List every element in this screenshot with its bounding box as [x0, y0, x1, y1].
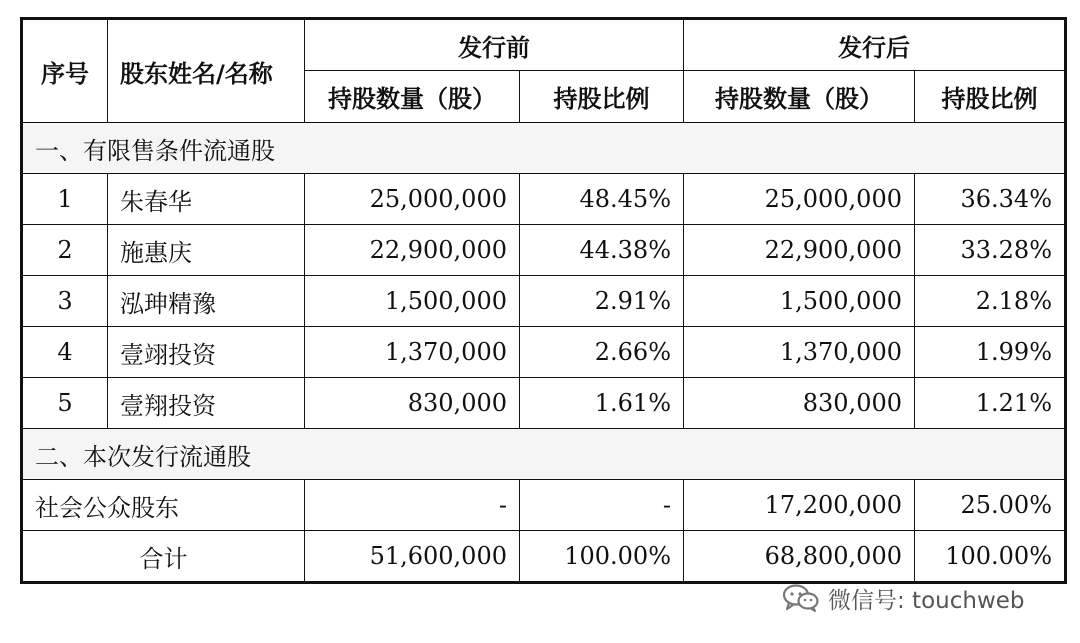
cell-before-shares: - — [305, 480, 520, 531]
cell-seq: 2 — [22, 225, 108, 276]
header-before-shares: 持股数量（股） — [305, 71, 520, 123]
table-row — [22, 276, 1066, 327]
cell-seq: 5 — [22, 378, 108, 429]
cell-name: 壹翊投资 — [108, 327, 305, 378]
cell-before-ratio: 1.61% — [520, 378, 684, 429]
cell-before-ratio: 2.91% — [520, 276, 684, 327]
header-after: 发行后 — [684, 19, 1066, 71]
wechat-icon — [782, 583, 820, 613]
cell-after-shares: 22,900,000 — [684, 225, 915, 276]
cell-before-ratio: 2.66% — [520, 327, 684, 378]
section-row — [22, 429, 1066, 480]
total-label: 合计 — [22, 531, 305, 583]
cell-name: 施惠庆 — [108, 225, 305, 276]
header-seq: 序号 — [22, 19, 108, 123]
header-after-ratio: 持股比例 — [915, 71, 1066, 123]
cell-name: 壹翔投资 — [108, 378, 305, 429]
cell-after-shares: 830,000 — [684, 378, 915, 429]
header-holder-name: 股东姓名/名称 — [108, 19, 305, 123]
cell-after-ratio: 33.28% — [915, 225, 1066, 276]
header-row-1 — [22, 19, 1066, 71]
section-title: 一、有限售条件流通股 — [22, 123, 1066, 174]
cell-name: 泓珅精豫 — [108, 276, 305, 327]
table-row — [22, 327, 1066, 378]
cell-before-ratio: - — [520, 480, 684, 531]
total-after-shares: 68,800,000 — [684, 531, 915, 583]
cell-after-ratio: 25.00% — [915, 480, 1066, 531]
cell-seq: 1 — [22, 174, 108, 225]
total-row — [22, 531, 1066, 583]
cell-after-shares: 1,370,000 — [684, 327, 915, 378]
cell-after-shares: 17,200,000 — [684, 480, 915, 531]
section-title: 二、本次发行流通股 — [22, 429, 1066, 480]
header-before-ratio: 持股比例 — [520, 71, 684, 123]
cell-name: 朱春华 — [108, 174, 305, 225]
table-row — [22, 480, 1066, 531]
cell-after-shares: 25,000,000 — [684, 174, 915, 225]
cell-before-shares: 830,000 — [305, 378, 520, 429]
cell-after-ratio: 1.21% — [915, 378, 1066, 429]
cell-before-shares: 22,900,000 — [305, 225, 520, 276]
table-row — [22, 378, 1066, 429]
cell-after-ratio: 1.99% — [915, 327, 1066, 378]
table-row — [22, 174, 1066, 225]
cell-seq: 4 — [22, 327, 108, 378]
cell-name: 社会公众股东 — [22, 480, 305, 531]
cell-before-ratio: 48.45% — [520, 174, 684, 225]
section-row — [22, 123, 1066, 174]
total-after-ratio: 100.00% — [915, 531, 1066, 583]
cell-after-ratio: 36.34% — [915, 174, 1066, 225]
cell-before-ratio: 44.38% — [520, 225, 684, 276]
watermark — [782, 583, 1025, 613]
cell-after-shares: 1,500,000 — [684, 276, 915, 327]
total-before-ratio: 100.00% — [520, 531, 684, 583]
shareholding-table — [20, 17, 1067, 584]
cell-before-shares: 1,500,000 — [305, 276, 520, 327]
cell-after-ratio: 2.18% — [915, 276, 1066, 327]
header-after-shares: 持股数量（股） — [684, 71, 915, 123]
table-row — [22, 225, 1066, 276]
cell-before-shares: 1,370,000 — [305, 327, 520, 378]
watermark-text: 微信号: touchweb — [828, 587, 1025, 614]
header-before: 发行前 — [305, 19, 684, 71]
cell-before-shares: 25,000,000 — [305, 174, 520, 225]
total-before-shares: 51,600,000 — [305, 531, 520, 583]
cell-seq: 3 — [22, 276, 108, 327]
